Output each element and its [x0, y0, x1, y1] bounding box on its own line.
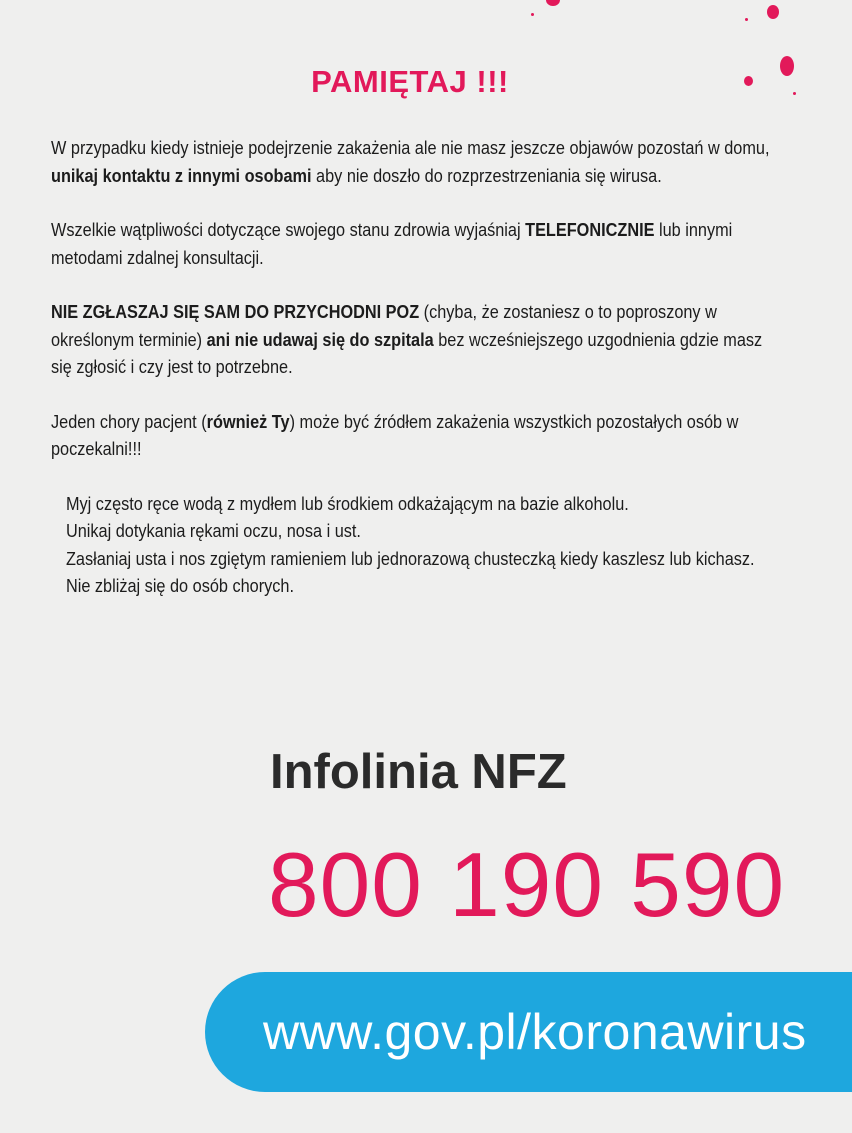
website-link[interactable]: www.gov.pl/koronawirus	[263, 1004, 807, 1060]
paragraph-text: aby nie doszło do rozprzestrzeniania się wirusa.	[311, 164, 662, 186]
emphasis-text: również Ty	[206, 410, 290, 432]
advice-section	[51, 134, 781, 600]
paragraph-text: ) może być źródłem zakażenia wszystkich pozostałych osób w poczekalni!!!	[51, 410, 739, 459]
paragraph-text: lub innymi metodami zdalnej konsultacji.	[51, 219, 733, 268]
advice-paragraph	[51, 134, 781, 189]
emphasis-text: NIE ZGŁASZAJ SIĘ SAM DO PRZYCHODNI POZ	[51, 301, 420, 322]
paragraph-text: W przypadku kiedy istnieje podejrzenie zakażenia ale nie masz jeszcze objawów pozostań w domu,	[51, 137, 770, 158]
decorative-dot	[531, 13, 534, 16]
emphasis-text: ani nie udawaj się do szpitala	[206, 328, 434, 350]
helpline-label: Infolinia NFZ	[270, 745, 567, 799]
paragraph-text: Wszelkie wątpliwości dotyczące swojego stanu zdrowia wyjaśniaj	[51, 219, 526, 240]
paragraph-text: Jeden chory pacjent (	[51, 410, 207, 432]
hygiene-tip: Zasłaniaj usta i nos zgiętym ramieniem lub jednorazową chusteczką kiedy kaszlesz lub kichasz.	[65, 547, 755, 569]
advice-paragraphs	[51, 134, 781, 463]
decorative-dot	[745, 18, 748, 21]
hygiene-tips-list	[51, 490, 781, 600]
decorative-dot	[546, 0, 560, 6]
hygiene-tip: Nie zbliżaj się do osób chorych.	[65, 575, 295, 596]
emphasis-text: unikaj kontaktu z innymi osobami	[51, 164, 312, 186]
emphasis-text: TELEFONICZNIE	[525, 219, 655, 240]
paragraph-text: bez wcześniejszego uzgodnienia gdzie masz się zgłosić i czy jest to potrzebne.	[51, 328, 763, 377]
decorative-dot	[767, 5, 779, 19]
hygiene-tip: Unikaj dotykania rękami oczu, nosa i ust.	[65, 520, 361, 541]
advice-paragraph	[51, 216, 781, 271]
website-banner[interactable]	[205, 972, 852, 1092]
advice-paragraph	[51, 298, 781, 381]
hygiene-tip: Myj często ręce wodą z mydłem lub środkiem odkażającym na bazie alkoholu.	[65, 492, 629, 514]
paragraph-text: (chyba, że zostaniesz o to poproszony w określonym terminie)	[51, 301, 717, 350]
poster-title: PAMIĘTAJ !!!	[311, 64, 509, 99]
advice-paragraph	[51, 408, 781, 463]
helpline-phone-number[interactable]: 800 190 590	[268, 835, 786, 936]
